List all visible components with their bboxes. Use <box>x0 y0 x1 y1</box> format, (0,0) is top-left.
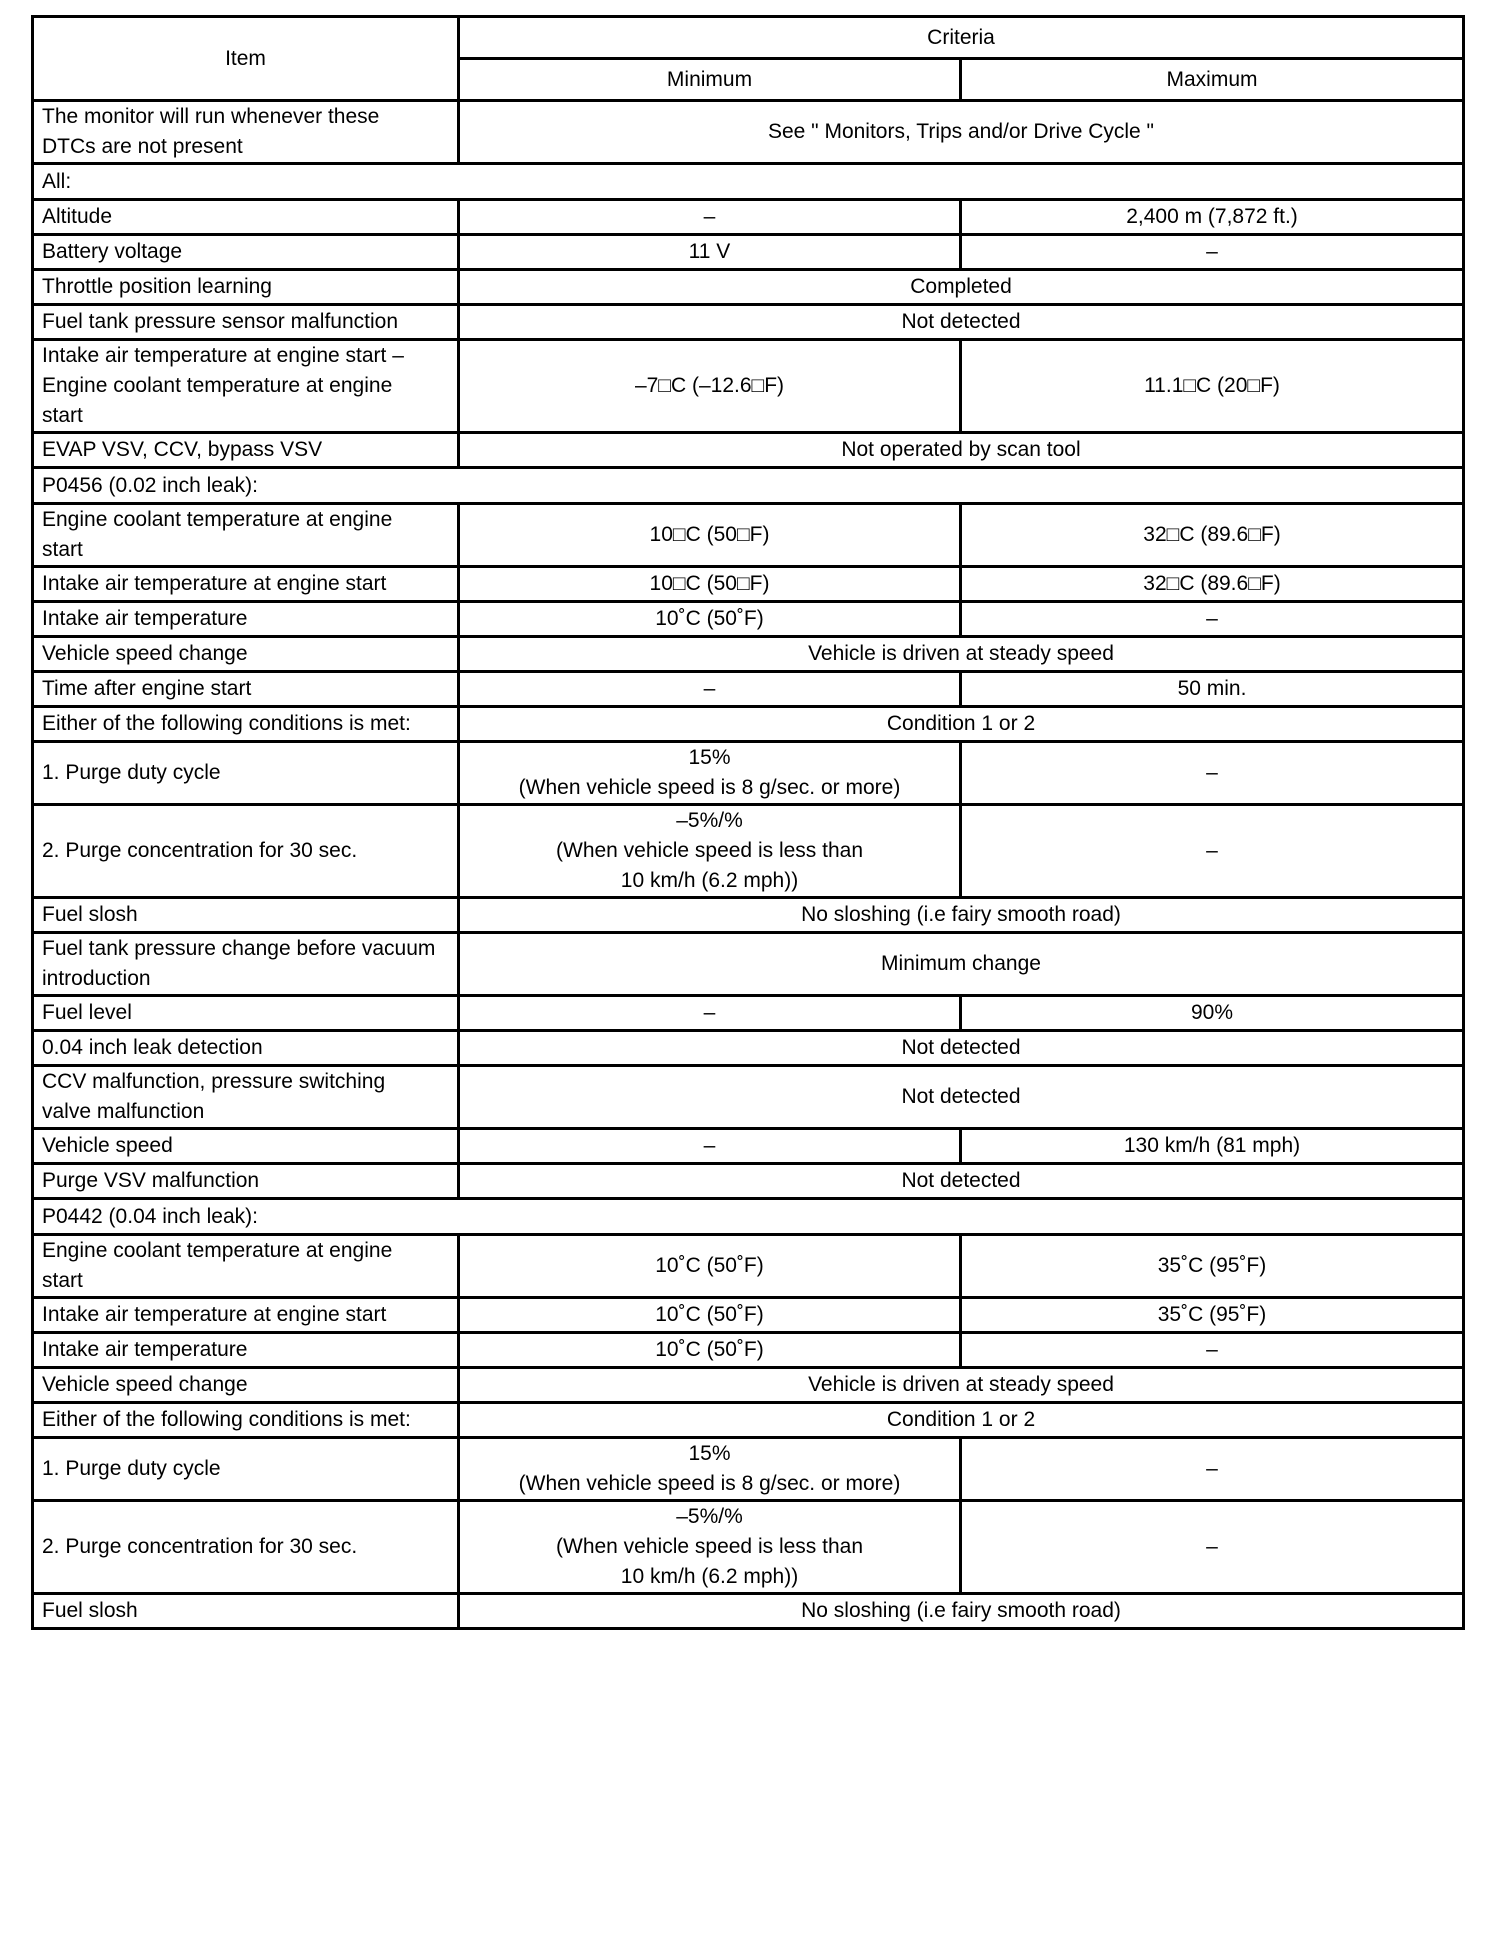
minimum-cell: 11 V <box>459 235 961 270</box>
minimum-cell: – <box>459 1129 961 1164</box>
item-cell: Purge VSV malfunction <box>33 1164 459 1199</box>
maximum-cell: 32□C (89.6□F) <box>961 504 1464 567</box>
maximum-cell: – <box>961 1501 1464 1594</box>
maximum-cell: 32□C (89.6□F) <box>961 567 1464 602</box>
minimum-cell: – <box>459 672 961 707</box>
criteria-cell: No sloshing (i.e fairy smooth road) <box>459 898 1464 933</box>
table-row <box>33 1235 1464 1298</box>
item-cell: 1. Purge duty cycle <box>33 742 459 805</box>
minimum-cell: 10˚C (50˚F) <box>459 602 961 637</box>
minimum-cell: –7□C (–12.6□F) <box>459 340 961 433</box>
section-heading: P0442 (0.04 inch leak): <box>33 1199 1464 1235</box>
table-row <box>33 101 1464 164</box>
item-cell: 1. Purge duty cycle <box>33 1438 459 1501</box>
item-cell: Fuel tank pressure change before vacuum introduction <box>33 933 459 996</box>
table-row <box>33 742 1464 805</box>
table-body <box>33 101 1464 1629</box>
item-cell: Fuel slosh <box>33 1594 459 1629</box>
header-item: Item <box>33 17 459 101</box>
item-cell: Fuel level <box>33 996 459 1031</box>
maximum-cell: 50 min. <box>961 672 1464 707</box>
table-row <box>33 933 1464 996</box>
maximum-cell: – <box>961 602 1464 637</box>
minimum-cell: 10˚C (50˚F) <box>459 1298 961 1333</box>
maximum-cell: 130 km/h (81 mph) <box>961 1129 1464 1164</box>
minimum-cell: 15% (When vehicle speed is 8 g/sec. or more) <box>459 742 961 805</box>
table-row <box>33 1594 1464 1629</box>
criteria-cell: Condition 1 or 2 <box>459 707 1464 742</box>
table-row <box>33 1298 1464 1333</box>
minimum-cell: – <box>459 200 961 235</box>
criteria-cell: Not operated by scan tool <box>459 433 1464 468</box>
maximum-cell: – <box>961 1333 1464 1368</box>
maximum-cell: 11.1□C (20□F) <box>961 340 1464 433</box>
table-row <box>33 898 1464 933</box>
maximum-cell: – <box>961 235 1464 270</box>
header-minimum: Minimum <box>459 59 961 101</box>
maximum-cell: – <box>961 805 1464 898</box>
maximum-cell: 35˚C (95˚F) <box>961 1298 1464 1333</box>
minimum-cell: 10□C (50□F) <box>459 504 961 567</box>
item-cell: CCV malfunction, pressure switching valve malfunction <box>33 1066 459 1129</box>
maximum-cell: – <box>961 742 1464 805</box>
criteria-cell: See " Monitors, Trips and/or Drive Cycle " <box>459 101 1464 164</box>
table-row <box>33 707 1464 742</box>
item-cell: Battery voltage <box>33 235 459 270</box>
item-cell: Vehicle speed change <box>33 637 459 672</box>
table-row <box>33 1501 1464 1594</box>
maximum-cell: – <box>961 1438 1464 1501</box>
table-row <box>33 1438 1464 1501</box>
item-cell: 2. Purge concentration for 30 sec. <box>33 1501 459 1594</box>
table-row <box>33 1368 1464 1403</box>
table-row <box>33 637 1464 672</box>
minimum-cell: 10˚C (50˚F) <box>459 1235 961 1298</box>
table-row <box>33 672 1464 707</box>
table-row <box>33 602 1464 637</box>
table-row <box>33 567 1464 602</box>
item-cell: Fuel tank pressure sensor malfunction <box>33 305 459 340</box>
criteria-cell: Minimum change <box>459 933 1464 996</box>
table-row <box>33 1066 1464 1129</box>
item-cell: EVAP VSV, CCV, bypass VSV <box>33 433 459 468</box>
item-cell: Either of the following conditions is met: <box>33 1403 459 1438</box>
table-row <box>33 468 1464 504</box>
maximum-cell: 2,400 m (7,872 ft.) <box>961 200 1464 235</box>
table-row <box>33 164 1464 200</box>
maximum-cell: 90% <box>961 996 1464 1031</box>
table-row <box>33 1403 1464 1438</box>
criteria-cell: Vehicle is driven at steady speed <box>459 637 1464 672</box>
table-row <box>33 1199 1464 1235</box>
criteria-cell: Completed <box>459 270 1464 305</box>
table-row <box>33 270 1464 305</box>
minimum-cell: –5%/% (When vehicle speed is less than 10 km/h (6.2 mph)) <box>459 805 961 898</box>
item-cell: Fuel slosh <box>33 898 459 933</box>
criteria-cell: Not detected <box>459 305 1464 340</box>
item-cell: Time after engine start <box>33 672 459 707</box>
item-cell: Intake air temperature <box>33 602 459 637</box>
criteria-cell: No sloshing (i.e fairy smooth road) <box>459 1594 1464 1629</box>
item-cell: Vehicle speed <box>33 1129 459 1164</box>
criteria-table <box>31 15 1465 1630</box>
minimum-cell: –5%/% (When vehicle speed is less than 10 km/h (6.2 mph)) <box>459 1501 961 1594</box>
table-row <box>33 996 1464 1031</box>
criteria-cell: Condition 1 or 2 <box>459 1403 1464 1438</box>
table-row <box>33 1031 1464 1066</box>
item-cell: Vehicle speed change <box>33 1368 459 1403</box>
criteria-cell: Not detected <box>459 1066 1464 1129</box>
item-cell: Intake air temperature at engine start <box>33 567 459 602</box>
item-cell: The monitor will run whenever these DTCs are not present <box>33 101 459 164</box>
section-heading: All: <box>33 164 1464 200</box>
minimum-cell: 10□C (50□F) <box>459 567 961 602</box>
header-maximum: Maximum <box>961 59 1464 101</box>
item-cell: Intake air temperature at engine start <box>33 1298 459 1333</box>
item-cell: Throttle position learning <box>33 270 459 305</box>
minimum-cell: – <box>459 996 961 1031</box>
table-row <box>33 235 1464 270</box>
minimum-cell: 10˚C (50˚F) <box>459 1333 961 1368</box>
table-row <box>33 433 1464 468</box>
table-row <box>33 1129 1464 1164</box>
table-row <box>33 1164 1464 1199</box>
item-cell: Intake air temperature at engine start – Engine coolant temperature at engine start <box>33 340 459 433</box>
item-cell: Intake air temperature <box>33 1333 459 1368</box>
table-header <box>33 17 1464 101</box>
table-row <box>33 305 1464 340</box>
item-cell: Altitude <box>33 200 459 235</box>
item-cell: Engine coolant temperature at engine start <box>33 1235 459 1298</box>
criteria-cell: Not detected <box>459 1031 1464 1066</box>
item-cell: 0.04 inch leak detection <box>33 1031 459 1066</box>
table-row <box>33 1333 1464 1368</box>
table-row <box>33 340 1464 433</box>
item-cell: 2. Purge concentration for 30 sec. <box>33 805 459 898</box>
criteria-cell: Vehicle is driven at steady speed <box>459 1368 1464 1403</box>
table-row <box>33 504 1464 567</box>
header-criteria: Criteria <box>459 17 1464 59</box>
item-cell: Either of the following conditions is met: <box>33 707 459 742</box>
section-heading: P0456 (0.02 inch leak): <box>33 468 1464 504</box>
maximum-cell: 35˚C (95˚F) <box>961 1235 1464 1298</box>
minimum-cell: 15% (When vehicle speed is 8 g/sec. or more) <box>459 1438 961 1501</box>
table-row <box>33 200 1464 235</box>
criteria-cell: Not detected <box>459 1164 1464 1199</box>
item-cell: Engine coolant temperature at engine start <box>33 504 459 567</box>
table-row <box>33 805 1464 898</box>
